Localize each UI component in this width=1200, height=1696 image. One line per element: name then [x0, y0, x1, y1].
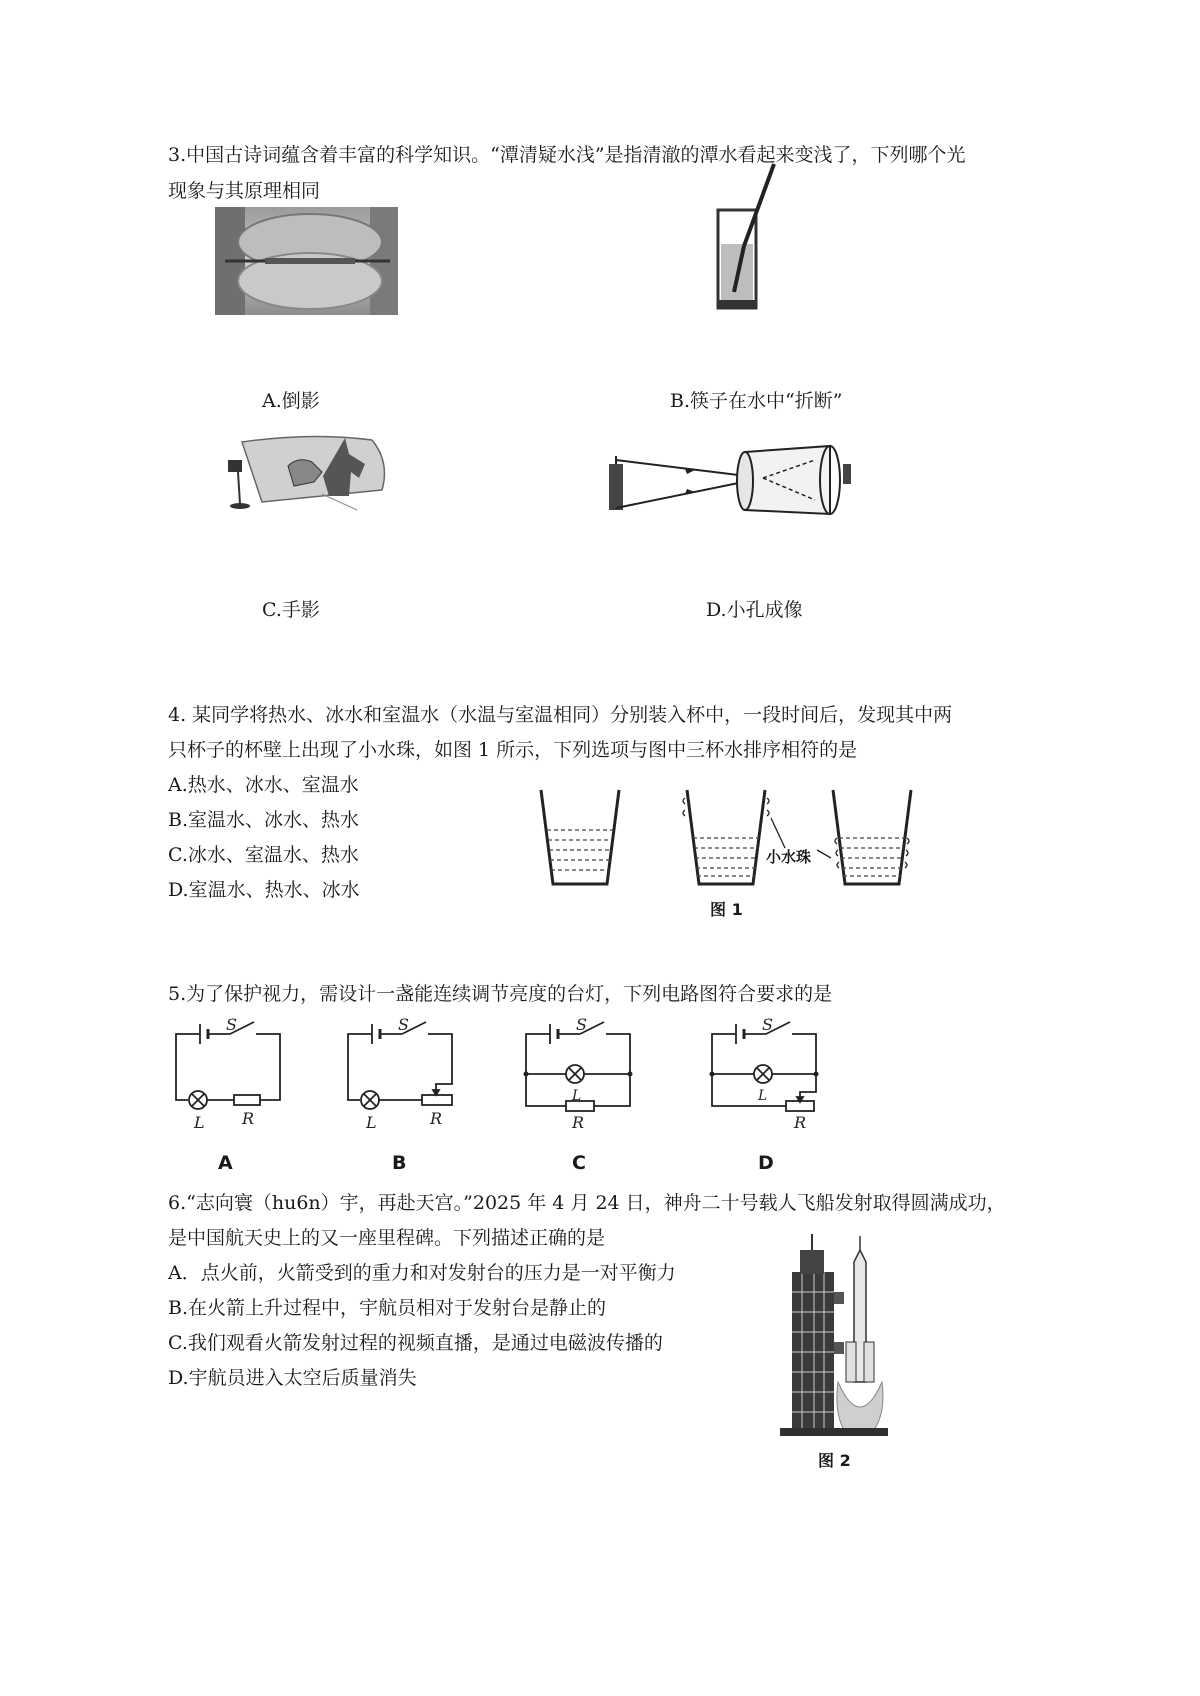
switch-label: S	[226, 1018, 237, 1034]
q3-option-d: D.小孔成像	[706, 599, 803, 621]
q5-circuit-c	[520, 1018, 640, 1133]
q6-figure-rocket	[778, 1232, 890, 1438]
q4-stem-line1: 4. 某同学将热水、冰水和室温水（水温与室温相同）分别装入杯中，一段时间后，发现其中两	[168, 704, 953, 726]
cup-3	[817, 790, 911, 884]
q4-option-c: C.冰水、室温水、热水	[168, 844, 359, 866]
q4-stem-line2: 只杯子的杯壁上出现了小水珠，如图 1 所示，下列选项与图中三杯水排序相符的是	[168, 739, 858, 761]
q5-circuit-b	[342, 1018, 462, 1133]
q5-option-b: B	[392, 1152, 407, 1174]
switch-label: S	[576, 1018, 587, 1034]
q4-droplet-label: 小水珠	[766, 848, 812, 866]
q3-stem-line1: 3.中国古诗词蕴含着丰富的科学知识。“潭清疑水浅”是指清澈的潭水看起来变浅了，下列哪个光	[168, 144, 966, 166]
q3-figure-chopstick	[712, 162, 782, 312]
cup-2	[683, 790, 785, 884]
q4-figure-caption: 图 1	[710, 900, 743, 919]
q3-stem-line2: 现象与其原理相同	[168, 180, 321, 202]
q6-option-c: C.我们观看火箭发射过程的视频直播，是通过电磁波传播的	[168, 1332, 663, 1354]
q4-option-a: A.热水、冰水、室温水	[168, 774, 359, 796]
q5-option-d: D	[758, 1152, 774, 1174]
q6-option-b: B.在火箭上升过程中，宇航员相对于发射台是静止的	[168, 1297, 607, 1319]
switch-label: S	[398, 1018, 409, 1034]
q3-figure-hand-shadow	[222, 432, 392, 514]
cup-1	[541, 790, 619, 884]
lamp-label: L	[366, 1113, 377, 1132]
q3-option-c: C.手影	[262, 599, 320, 621]
q5-option-a: A	[218, 1152, 233, 1174]
resistor-label: R	[794, 1113, 807, 1132]
q6-figure-caption: 图 2	[818, 1451, 851, 1470]
q4-option-d: D.室温水、热水、冰水	[168, 879, 360, 901]
switch-label: S	[762, 1018, 773, 1034]
q6-stem-line2: 是中国航天史上的又一座里程碑。下列描述正确的是	[168, 1227, 606, 1249]
q5-stem: 5.为了保护视力，需设计一盏能连续调节亮度的台灯，下列电路图符合要求的是	[168, 983, 833, 1005]
lamp-label: L	[194, 1113, 205, 1132]
q5-circuit-a	[170, 1018, 290, 1133]
lamp-label: L	[572, 1088, 582, 1104]
q4-option-b: B.室温水、冰水、热水	[168, 809, 360, 831]
q3-figure-reflection	[215, 207, 398, 315]
q6-stem-line1: 6.“志向寰（hu6n）宇，再赴天宫。”2025 年 4 月 24 日，神舟二十号载人飞船发射取得圆满成功，	[168, 1192, 1006, 1214]
q6-option-d: D.宇航员进入太空后质量消失	[168, 1367, 417, 1389]
q4-figure-cups	[535, 788, 920, 888]
lamp-label: L	[758, 1088, 768, 1104]
q3-figure-pinhole	[605, 434, 867, 524]
q5-option-c: C	[572, 1152, 586, 1174]
q3-option-a: A.倒影	[262, 390, 320, 412]
resistor-label: R	[572, 1113, 585, 1132]
q5-circuit-d	[706, 1018, 826, 1133]
q3-option-b: B.筷子在水中“折断”	[670, 390, 843, 412]
resistor-label: R	[242, 1109, 255, 1128]
resistor-label: R	[430, 1109, 443, 1128]
q6-option-a: A．点火前，火箭受到的重力和对发射台的压力是一对平衡力	[168, 1262, 676, 1284]
